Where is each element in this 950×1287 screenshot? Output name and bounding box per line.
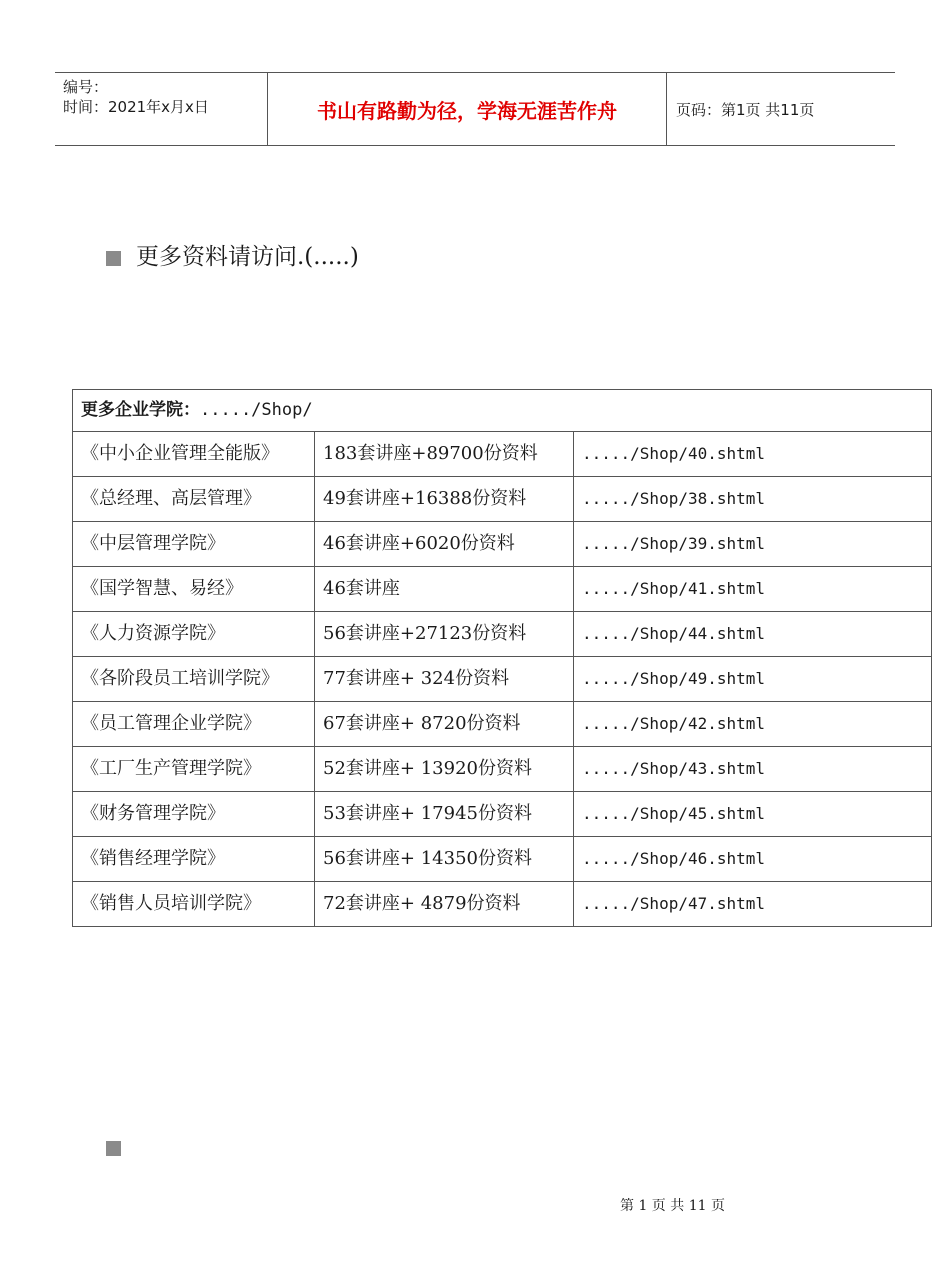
document-time: 时间：2021年x月x日	[63, 98, 209, 116]
course-url[interactable]: ...../Shop/39.shtml	[574, 522, 932, 567]
course-description: 56套讲座+ 14350份资料	[315, 837, 574, 882]
course-name: 《国学智慧、易经》	[73, 567, 315, 612]
table-row	[73, 657, 932, 702]
course-name: 《销售人员培训学院》	[73, 882, 315, 927]
table-title	[73, 390, 932, 432]
course-url[interactable]: ...../Shop/44.shtml	[574, 612, 932, 657]
header-motto: 书山有路勤为径，学海无涯苦作舟	[268, 73, 667, 145]
table-row	[73, 612, 932, 657]
course-name: 《销售经理学院》	[73, 837, 315, 882]
page-footer: 第 1 页 共 11 页	[620, 1198, 725, 1214]
header-meta	[55, 73, 268, 145]
course-name: 《财务管理学院》	[73, 792, 315, 837]
course-description: 77套讲座+ 324份资料	[315, 657, 574, 702]
course-description: 52套讲座+ 13920份资料	[315, 747, 574, 792]
table-row	[73, 837, 932, 882]
course-description: 67套讲座+ 8720份资料	[315, 702, 574, 747]
table-row	[73, 477, 932, 522]
course-name: 《各阶段员工培训学院》	[73, 657, 315, 702]
square-bullet-icon	[106, 251, 121, 266]
course-description: 53套讲座+ 17945份资料	[315, 792, 574, 837]
course-url[interactable]: ...../Shop/49.shtml	[574, 657, 932, 702]
course-url[interactable]: ...../Shop/45.shtml	[574, 792, 932, 837]
course-url[interactable]: ...../Shop/42.shtml	[574, 702, 932, 747]
course-name: 《人力资源学院》	[73, 612, 315, 657]
table-title-prefix: 更多企业学院：	[81, 400, 200, 420]
table-row	[73, 432, 932, 477]
course-url[interactable]: ...../Shop/40.shtml	[574, 432, 932, 477]
academy-table	[72, 389, 932, 927]
more-info-link[interactable]: 更多资料请访问.(.....)	[136, 244, 359, 270]
course-description: 46套讲座+6020份资料	[315, 522, 574, 567]
table-title-row	[73, 390, 932, 432]
course-url[interactable]: ...../Shop/41.shtml	[574, 567, 932, 612]
table-row	[73, 747, 932, 792]
course-url[interactable]: ...../Shop/38.shtml	[574, 477, 932, 522]
table-row	[73, 882, 932, 927]
course-url[interactable]: ...../Shop/47.shtml	[574, 882, 932, 927]
course-name: 《中小企业管理全能版》	[73, 432, 315, 477]
course-name: 《工厂生产管理学院》	[73, 747, 315, 792]
course-name: 《中层管理学院》	[73, 522, 315, 567]
course-description: 46套讲座	[315, 567, 574, 612]
table-row	[73, 792, 932, 837]
table-row	[73, 567, 932, 612]
course-description: 72套讲座+ 4879份资料	[315, 882, 574, 927]
course-description: 56套讲座+27123份资料	[315, 612, 574, 657]
page-header	[55, 72, 895, 146]
table-row	[73, 522, 932, 567]
course-name: 《总经理、高层管理》	[73, 477, 315, 522]
course-url[interactable]: ...../Shop/46.shtml	[574, 837, 932, 882]
course-description: 183套讲座+89700份资料	[315, 432, 574, 477]
course-url[interactable]: ...../Shop/43.shtml	[574, 747, 932, 792]
document-number: 编号：	[63, 78, 109, 96]
square-bullet-icon	[106, 1141, 121, 1156]
header-page-number: 页码：第1页 共11页	[676, 100, 815, 119]
course-name: 《员工管理企业学院》	[73, 702, 315, 747]
course-description: 49套讲座+16388份资料	[315, 477, 574, 522]
table-row	[73, 702, 932, 747]
table-title-url[interactable]: ...../Shop/	[200, 400, 313, 420]
